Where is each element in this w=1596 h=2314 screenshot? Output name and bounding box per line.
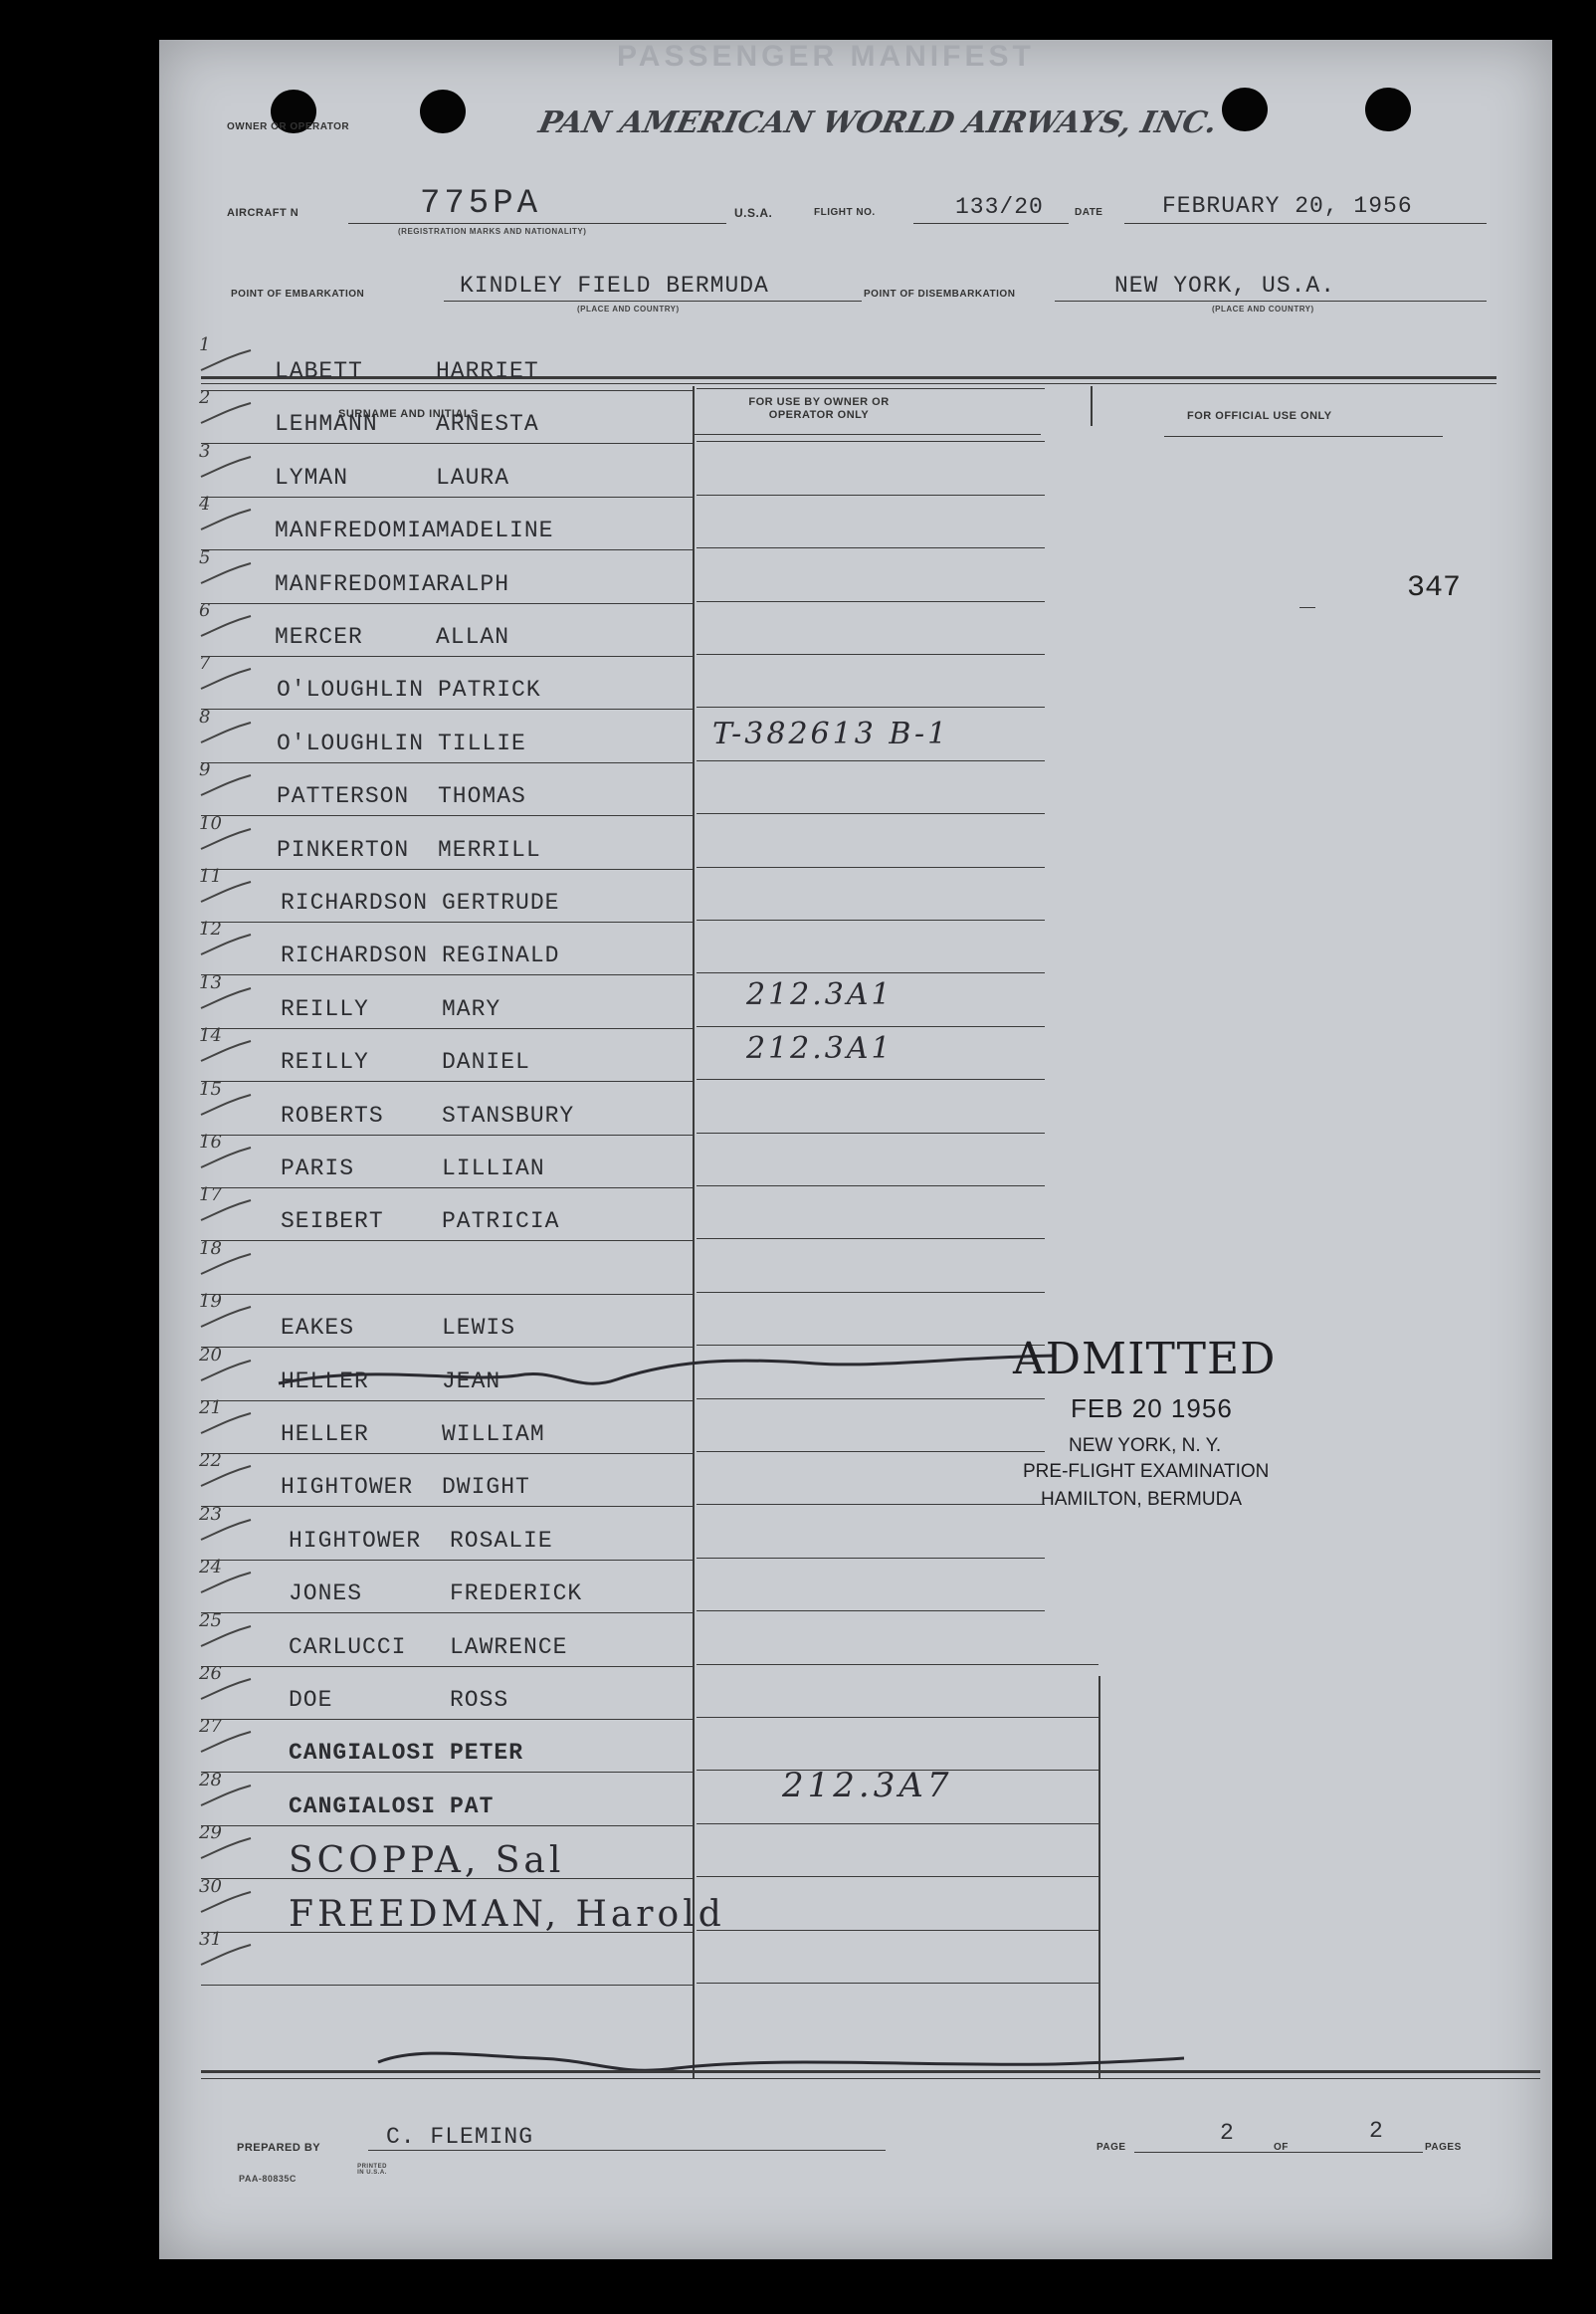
official-use-column-header: FOR OFFICIAL USE ONLY bbox=[1187, 410, 1332, 422]
row-number: 3 bbox=[199, 441, 211, 462]
passenger-given-name: FREDERICK bbox=[450, 1580, 583, 1606]
owner-column-rule bbox=[697, 1079, 1045, 1080]
owner-column-rule bbox=[697, 707, 1045, 708]
of-label: OF bbox=[1274, 2142, 1289, 2153]
row-rule bbox=[201, 497, 693, 498]
flight-number: 133/20 bbox=[955, 194, 1044, 220]
check-mark-icon bbox=[197, 559, 257, 589]
owner-column-rule bbox=[697, 1930, 1098, 1931]
passenger-surname: PATTERSON bbox=[277, 783, 410, 809]
check-mark-icon bbox=[197, 346, 257, 376]
check-mark-icon bbox=[197, 665, 257, 695]
passenger-surname: HIGHTOWER bbox=[289, 1528, 422, 1554]
passenger-surname: O'LOUGHLIN bbox=[277, 677, 425, 703]
row-rule bbox=[201, 1719, 693, 1720]
passenger-surname: LABETT bbox=[275, 358, 363, 384]
owner-column-rule bbox=[697, 920, 1045, 921]
row-number: 26 bbox=[199, 1663, 222, 1684]
passenger-given-name: ROSS bbox=[450, 1687, 509, 1713]
passenger-given-name: PETER bbox=[450, 1740, 524, 1766]
owner-column-rule bbox=[697, 1610, 1045, 1611]
passenger-surname: REILLY bbox=[281, 1049, 369, 1075]
passenger-surname: SEIBERT bbox=[281, 1208, 384, 1234]
owner-column-rule bbox=[697, 1876, 1098, 1877]
pages-label: PAGES bbox=[1425, 2142, 1462, 2153]
owner-column-rule bbox=[697, 654, 1045, 655]
admitted-stamp-line1: NEW YORK, N. Y. bbox=[1069, 1435, 1222, 1456]
check-mark-icon bbox=[197, 1675, 257, 1705]
passenger-given-name: THOMAS bbox=[438, 783, 526, 809]
check-mark-icon bbox=[197, 1303, 257, 1333]
page-label: PAGE bbox=[1097, 2142, 1126, 2153]
owner-column-rule bbox=[697, 388, 1045, 389]
passenger-given-name: MADELINE bbox=[436, 518, 554, 543]
passenger-surname: CANGIALOSI bbox=[289, 1740, 437, 1766]
owner-column-rule bbox=[697, 495, 1045, 496]
row-number: 14 bbox=[199, 1025, 222, 1046]
row-rule bbox=[201, 1772, 693, 1773]
owner-column-rule bbox=[697, 1238, 1045, 1239]
row-number: 4 bbox=[199, 494, 211, 515]
passenger-given-name: REGINALD bbox=[442, 943, 560, 968]
row-rule bbox=[201, 709, 693, 710]
row-rule bbox=[201, 1294, 693, 1295]
disembark-place: NEW YORK, US.A. bbox=[1114, 273, 1336, 299]
airline-name: PAN AMERICAN WORLD AIRWAYS, INC. bbox=[535, 105, 1221, 140]
flight-date: FEBRUARY 20, 1956 bbox=[1162, 193, 1413, 219]
passenger-given-name: LILLIAN bbox=[442, 1156, 545, 1181]
check-mark-icon bbox=[197, 1888, 257, 1918]
row-number: 28 bbox=[199, 1770, 222, 1790]
row-number: 5 bbox=[199, 547, 211, 568]
check-mark-icon bbox=[197, 1250, 257, 1280]
row-number: 18 bbox=[199, 1238, 222, 1259]
passenger-given-name: MERRILL bbox=[438, 837, 541, 863]
row-rule bbox=[201, 1240, 693, 1241]
passenger-given-name: JEAN bbox=[442, 1368, 501, 1394]
row-number: 2 bbox=[199, 387, 211, 408]
row-number: 31 bbox=[199, 1929, 222, 1950]
passenger-given-name: DWIGHT bbox=[442, 1474, 530, 1500]
row-rule bbox=[201, 1028, 693, 1029]
passenger-surname: MANFREDOMIA bbox=[275, 518, 437, 543]
owner-column-rule bbox=[697, 547, 1045, 548]
check-mark-icon bbox=[197, 453, 257, 483]
passenger-given-name: HARRIET bbox=[436, 358, 539, 384]
passenger-surname: REILLY bbox=[281, 996, 369, 1022]
aircraft-label: AIRCRAFT N bbox=[227, 207, 299, 219]
row-rule bbox=[201, 1560, 693, 1561]
check-mark-icon bbox=[197, 1622, 257, 1652]
owner-column-rule bbox=[697, 1504, 1045, 1505]
owner-column-rule bbox=[697, 1558, 1045, 1559]
note-richardson-reginald: 212.3A1 bbox=[746, 1031, 894, 1066]
check-mark-icon bbox=[197, 719, 257, 748]
row-rule bbox=[201, 1825, 693, 1826]
row-rule bbox=[201, 1081, 693, 1082]
prepared-by-label: PREPARED BY bbox=[237, 2142, 321, 2154]
row-number: 12 bbox=[199, 919, 222, 940]
row-number: 1 bbox=[199, 334, 211, 355]
page-number: 2 bbox=[1220, 2120, 1235, 2146]
check-mark-icon bbox=[197, 825, 257, 855]
passenger-surname: HIGHTOWER bbox=[281, 1474, 414, 1500]
passenger-given-name: TILLIE bbox=[438, 731, 526, 756]
strike-line-18 bbox=[259, 1324, 1075, 1403]
row-number: 30 bbox=[199, 1876, 222, 1897]
manifest-sheet bbox=[159, 40, 1552, 2259]
row-number: 27 bbox=[199, 1716, 222, 1737]
passenger-given-name: LAWRENCE bbox=[450, 1634, 568, 1660]
row-rule bbox=[201, 1135, 693, 1136]
row-rule bbox=[201, 390, 693, 391]
row-number: 24 bbox=[199, 1557, 222, 1578]
page-total: 2 bbox=[1369, 2118, 1384, 2144]
check-mark-icon bbox=[197, 771, 257, 801]
passenger-surname: SCOPPA, Sal bbox=[289, 1840, 565, 1881]
owner-column-rule bbox=[697, 1717, 1098, 1718]
passenger-surname: MERCER bbox=[275, 624, 363, 650]
row-number: 10 bbox=[199, 813, 222, 834]
owner-column-rule bbox=[697, 972, 1045, 973]
row-rule bbox=[201, 815, 693, 816]
row-number: 19 bbox=[199, 1291, 222, 1312]
row-number: 29 bbox=[199, 1822, 222, 1843]
check-mark-icon bbox=[197, 1728, 257, 1758]
row-rule bbox=[201, 1932, 693, 1933]
passenger-given-name: DANIEL bbox=[442, 1049, 530, 1075]
printed-in-usa: PRINTED IN U.S.A. bbox=[357, 2164, 387, 2176]
check-mark-icon bbox=[197, 506, 257, 535]
passenger-given-name: LEWIS bbox=[442, 1315, 516, 1341]
embark-label: POINT OF EMBARKATION bbox=[231, 289, 365, 300]
passenger-given-name: PAT bbox=[450, 1793, 495, 1819]
passenger-surname: PARIS bbox=[281, 1156, 355, 1181]
owner-column-rule bbox=[697, 1133, 1045, 1134]
owner-column-rule bbox=[697, 813, 1045, 814]
passenger-surname: CANGIALOSI bbox=[289, 1793, 437, 1819]
row-number: 8 bbox=[199, 707, 211, 728]
check-mark-icon bbox=[197, 1091, 257, 1121]
passenger-given-name: PATRICK bbox=[438, 677, 541, 703]
passenger-given-name: PATRICIA bbox=[442, 1208, 560, 1234]
check-mark-icon bbox=[197, 399, 257, 429]
row-rule bbox=[201, 549, 693, 550]
passenger-surname: RICHARDSON bbox=[281, 943, 429, 968]
check-mark-icon bbox=[197, 1144, 257, 1173]
owner-label: OWNER OR OPERATOR bbox=[227, 121, 350, 132]
owner-column-rule bbox=[697, 1451, 1045, 1452]
row-number: 17 bbox=[199, 1184, 222, 1205]
prepared-by: C. FLEMING bbox=[386, 2124, 534, 2150]
row-rule bbox=[201, 869, 693, 870]
row-rule bbox=[201, 922, 693, 923]
row-rule bbox=[201, 1506, 693, 1507]
passenger-surname: LEHMANN bbox=[275, 411, 378, 437]
owner-column-rule bbox=[697, 1983, 1098, 1984]
passenger-given-name: GERTRUDE bbox=[442, 890, 560, 916]
passenger-surname: ROBERTS bbox=[281, 1103, 384, 1129]
passenger-surname: PINKERTON bbox=[277, 837, 410, 863]
check-mark-icon bbox=[197, 1357, 257, 1386]
passenger-surname: RICHARDSON bbox=[281, 890, 429, 916]
row-number: 20 bbox=[199, 1345, 222, 1366]
passenger-surname: FREEDMAN, Harold bbox=[289, 1894, 725, 1935]
check-mark-icon bbox=[197, 878, 257, 908]
row-number: 9 bbox=[199, 759, 211, 780]
admitted-stamp-line2: PRE-FLIGHT EXAMINATION bbox=[1023, 1461, 1270, 1482]
passenger-surname: O'LOUGHLIN bbox=[277, 731, 425, 756]
note-mercer: T-382613 B-1 bbox=[712, 717, 950, 751]
owner-use-text: FOR USE BY OWNER OR OPERATOR ONLY bbox=[748, 396, 890, 421]
row-number: 25 bbox=[199, 1610, 222, 1631]
row-rule bbox=[201, 1187, 693, 1188]
aircraft-number: 775PA bbox=[420, 185, 542, 223]
surname-column-header: SURNAME AND INITIALS bbox=[338, 408, 479, 420]
form-title: PASSENGER MANIFEST bbox=[617, 40, 1035, 73]
embark-caption: (PLACE AND COUNTRY) bbox=[577, 305, 680, 314]
passenger-given-name: RALPH bbox=[436, 571, 510, 597]
row-rule bbox=[201, 1878, 693, 1879]
flight-label: FLIGHT NO. bbox=[814, 207, 876, 218]
embark-place: KINDLEY FIELD BERMUDA bbox=[460, 273, 769, 299]
passenger-given-name: WILLIAM bbox=[442, 1421, 545, 1447]
owner-column-rule bbox=[697, 760, 1045, 761]
punch-hole-3 bbox=[1222, 88, 1268, 131]
row-number: 6 bbox=[199, 600, 211, 621]
check-mark-icon bbox=[197, 1462, 257, 1492]
passenger-surname: HELLER bbox=[281, 1368, 369, 1394]
owner-column-rule bbox=[697, 441, 1045, 442]
passenger-surname: CARLUCCI bbox=[289, 1634, 407, 1660]
date-label: DATE bbox=[1075, 207, 1103, 218]
passenger-surname: HELLER bbox=[281, 1421, 369, 1447]
disembark-label: POINT OF DISEMBARKATION bbox=[864, 289, 1016, 300]
check-mark-icon bbox=[197, 1196, 257, 1226]
owner-column-rule bbox=[697, 601, 1045, 602]
owner-column-rule bbox=[697, 1185, 1045, 1186]
disembark-caption: (PLACE AND COUNTRY) bbox=[1212, 305, 1314, 314]
row-number: 16 bbox=[199, 1132, 222, 1153]
punch-hole-4 bbox=[1365, 88, 1411, 131]
row-rule bbox=[201, 974, 693, 975]
row-number: 15 bbox=[199, 1079, 222, 1100]
check-mark-icon bbox=[197, 931, 257, 960]
row-number: 11 bbox=[199, 866, 222, 887]
passenger-given-name: LAURA bbox=[436, 465, 510, 491]
passenger-surname: LYMAN bbox=[275, 465, 349, 491]
admitted-stamp-line3: HAMILTON, BERMUDA bbox=[1041, 1489, 1242, 1510]
row-number: 7 bbox=[199, 653, 211, 674]
check-mark-icon bbox=[197, 1941, 257, 1971]
passenger-surname: DOE bbox=[289, 1687, 333, 1713]
margin-number: 347 bbox=[1407, 571, 1462, 605]
row-rule bbox=[201, 762, 693, 763]
owner-column-rule bbox=[697, 1664, 1098, 1665]
form-number: PAA-80835C bbox=[239, 2174, 297, 2184]
check-mark-icon bbox=[197, 1569, 257, 1598]
passenger-given-name: ARNESTA bbox=[436, 411, 539, 437]
check-mark-icon bbox=[197, 1516, 257, 1546]
row-rule bbox=[201, 1453, 693, 1454]
check-mark-icon bbox=[197, 984, 257, 1014]
passenger-given-name: STANSBURY bbox=[442, 1103, 575, 1129]
owner-column-rule bbox=[697, 1026, 1045, 1027]
note-doe: 212.3A7 bbox=[782, 1766, 953, 1805]
note-richardson-gertrude: 212.3A1 bbox=[746, 977, 894, 1012]
row-number: 21 bbox=[199, 1397, 222, 1418]
row-rule bbox=[201, 1985, 693, 1986]
check-mark-icon bbox=[197, 1037, 257, 1067]
check-mark-icon bbox=[197, 1834, 257, 1864]
row-rule bbox=[201, 1666, 693, 1667]
row-number: 13 bbox=[199, 972, 222, 993]
admitted-stamp-date: FEB 20 1956 bbox=[1071, 1393, 1233, 1423]
row-rule bbox=[201, 1612, 693, 1613]
row-rule bbox=[201, 603, 693, 604]
row-rule bbox=[201, 656, 693, 657]
passenger-surname: MANFREDOMIA bbox=[275, 571, 437, 597]
country-label: U.S.A. bbox=[734, 206, 773, 220]
passenger-surname: EAKES bbox=[281, 1315, 355, 1341]
passenger-given-name: MARY bbox=[442, 996, 501, 1022]
owner-column-rule bbox=[697, 867, 1045, 868]
registration-caption: (REGISTRATION MARKS AND NATIONALITY) bbox=[398, 227, 587, 236]
owner-use-column-header bbox=[734, 396, 903, 422]
row-number: 23 bbox=[199, 1504, 222, 1525]
passenger-surname: JONES bbox=[289, 1580, 363, 1606]
passenger-given-name: ALLAN bbox=[436, 624, 510, 650]
check-mark-icon bbox=[197, 1782, 257, 1811]
owner-column-rule bbox=[697, 1292, 1045, 1293]
passenger-given-name: ROSALIE bbox=[450, 1528, 553, 1554]
check-mark-icon bbox=[197, 1409, 257, 1439]
row-rule bbox=[201, 443, 693, 444]
check-mark-icon bbox=[197, 612, 257, 642]
punch-hole-2 bbox=[420, 90, 466, 133]
owner-column-rule bbox=[697, 1823, 1098, 1824]
row-number: 22 bbox=[199, 1450, 222, 1471]
admitted-stamp-title: ADMITTED bbox=[1013, 1334, 1277, 1384]
